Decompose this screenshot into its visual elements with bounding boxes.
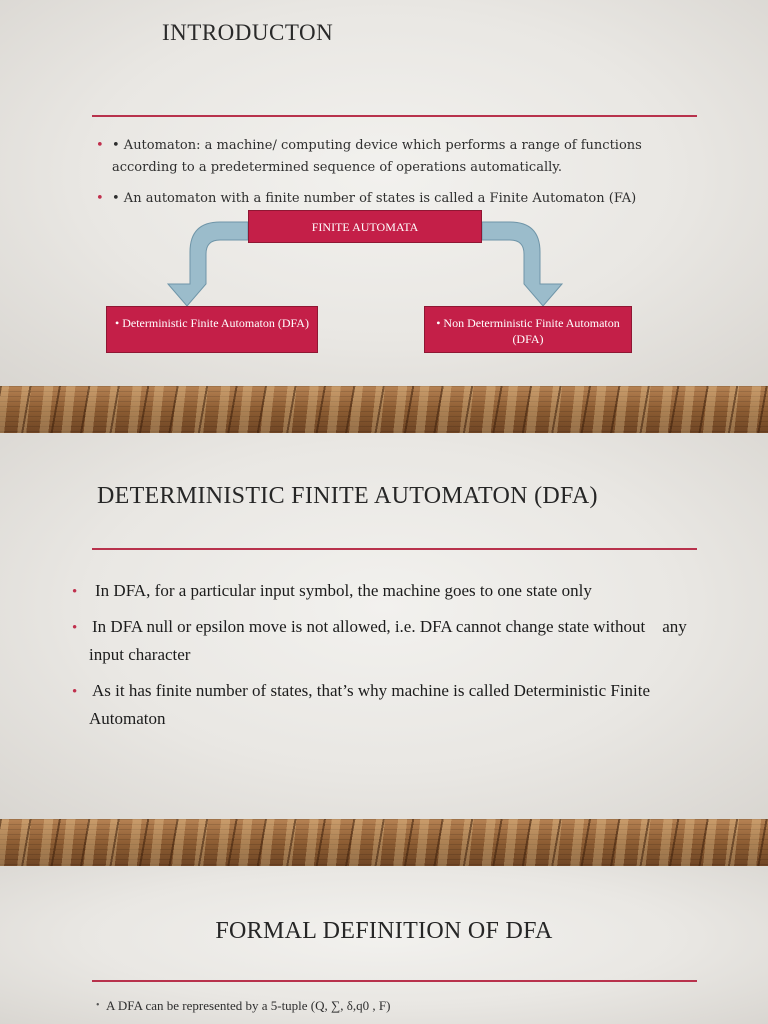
title-divider — [92, 548, 697, 550]
right-arrow-icon — [482, 222, 562, 306]
bullet-item — [72, 677, 692, 733]
bullet-icon: • — [96, 138, 104, 153]
wood-floor-divider — [0, 386, 768, 433]
bullet-icon: • — [72, 620, 78, 636]
bullet-text: In DFA, for a particular input symbol, the machine goes to one state only — [95, 581, 592, 600]
bullet-list — [96, 135, 676, 219]
bullet-icon: • — [96, 191, 104, 206]
finite-automata-box: FINITE AUTOMATA — [248, 210, 482, 243]
dfa-box: • Deterministic Finite Automaton (DFA) — [106, 306, 318, 353]
slide-introduction — [0, 0, 768, 386]
bullet-item — [96, 188, 676, 210]
bullet-text: • Automaton: a machine/ computing device which performs a range of functions according to a predetermined sequence of operations automatically. — [112, 138, 642, 175]
wood-floor-divider — [0, 819, 768, 866]
bullet-icon: • — [72, 684, 78, 700]
bullet-text: A DFA can be represented by a 5-tuple (Q, ∑, δ,q0 , F) — [106, 998, 391, 1013]
bullet-item — [72, 577, 692, 605]
bullet-icon: • — [72, 584, 78, 600]
bullet-item — [96, 135, 676, 179]
slide-formal-definition — [0, 866, 768, 1024]
bullet-text: As it has finite number of states, that’s why machine is called Deterministic Finite Automaton — [89, 681, 651, 728]
nfa-box: • Non Deterministic Finite Automaton (DFA) — [424, 306, 632, 353]
bullet-item — [72, 613, 692, 669]
slide-title: DETERMINISTIC FINITE AUTOMATON (DFA) — [97, 483, 598, 509]
bullet-text: In DFA null or epsilon move is not allowed, i.e. DFA cannot change state without any input character — [89, 617, 692, 664]
title-divider — [92, 980, 697, 982]
left-arrow-icon — [168, 222, 248, 306]
bullet-text: • An automaton with a finite number of states is called a Finite Automaton (FA) — [112, 191, 637, 206]
slide-dfa — [0, 433, 768, 819]
title-divider — [92, 115, 697, 117]
slide-title: FORMAL DEFINITION OF DFA — [215, 918, 553, 944]
bullet-list — [72, 577, 692, 741]
slide-title: INTRODUCTON — [162, 20, 334, 45]
bullet-item — [96, 998, 390, 1014]
bullet-icon: • — [96, 1000, 100, 1011]
